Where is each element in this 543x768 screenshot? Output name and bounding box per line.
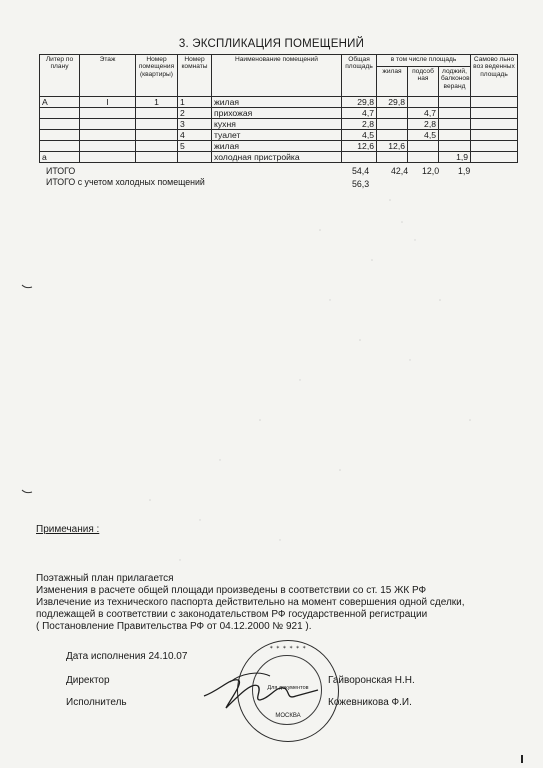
col-header-room: Номер комнаты (178, 55, 212, 97)
table-row (40, 130, 518, 141)
cell-room: 3 (178, 119, 212, 130)
cell-aux: 4,7 (408, 108, 439, 119)
note-line: подлежащей в соответствии с законодательством РФ государственной регистрации (36, 609, 428, 620)
cell-total (342, 152, 377, 163)
cell-living (377, 130, 408, 141)
explication-table (39, 54, 518, 163)
col-header-living: жилая (377, 67, 408, 97)
executor-name: Кожевникова Ф.И. (328, 697, 412, 708)
cell-liter (40, 119, 80, 130)
cell-name: холодная пристройка (212, 152, 342, 163)
cell-apartment: 1 (136, 97, 178, 108)
note-line: Извлечение из технического паспорта действительно на момент совершения одной сделки, (36, 597, 465, 608)
cell-selfbuilt (471, 97, 518, 108)
cell-liter (40, 141, 80, 152)
cell-liter: а (40, 152, 80, 163)
cell-selfbuilt (471, 152, 518, 163)
director-label: Директор (66, 675, 110, 686)
cell-aux (408, 152, 439, 163)
executor-label: Исполнитель (66, 697, 127, 708)
cell-selfbuilt (471, 130, 518, 141)
totals-block (46, 166, 517, 188)
cell-living: 12,6 (377, 141, 408, 152)
cell-room (178, 152, 212, 163)
col-header-floor: Этаж (80, 55, 136, 97)
col-header-name: Наименование помещений (212, 55, 342, 97)
cell-room: 1 (178, 97, 212, 108)
table-row (40, 108, 518, 119)
cell-floor (80, 130, 136, 141)
col-header-apartment: Номер помещения (квартиры) (136, 55, 178, 97)
cell-loggia (439, 130, 471, 141)
cell-room: 5 (178, 141, 212, 152)
col-header-aux: подсоб ная (408, 67, 439, 97)
cell-apartment (136, 108, 178, 119)
cell-liter (40, 108, 80, 119)
cell-loggia (439, 97, 471, 108)
cell-liter: А (40, 97, 80, 108)
total-row (46, 177, 517, 188)
stamp-ring: ✶ ✶ ✶ ✶ ✶ ✶ (269, 645, 307, 651)
note-line: Поэтажный план прилагается (36, 573, 174, 584)
cell-floor (80, 152, 136, 163)
cell-aux: 2,8 (408, 119, 439, 130)
stamp-center: Для документов (267, 685, 309, 691)
cell-aux (408, 141, 439, 152)
total-area: 56,3 (352, 179, 370, 189)
cell-floor: I (80, 97, 136, 108)
signature-icon (200, 660, 320, 720)
cell-apartment (136, 141, 178, 152)
cell-living (377, 119, 408, 130)
cell-total: 2,8 (342, 119, 377, 130)
execution-date: Дата исполнения 24.10.07 (66, 651, 188, 662)
cell-total: 12,6 (342, 141, 377, 152)
document-title: 3. ЭКСПЛИКАЦИЯ ПОМЕЩЕНИЙ (178, 38, 365, 50)
cell-aux (408, 97, 439, 108)
total-row (46, 166, 517, 177)
cell-name: жилая (212, 141, 342, 152)
col-header-liter: Литер по плану (40, 55, 80, 97)
total-living: 42,4 (391, 166, 409, 176)
col-header-selfbuilt: Самово льно воз веденных площадь (471, 55, 518, 97)
cell-loggia: 1,9 (439, 152, 471, 163)
cell-apartment (136, 130, 178, 141)
cell-living (377, 152, 408, 163)
cell-apartment (136, 119, 178, 130)
cell-aux: 4,5 (408, 130, 439, 141)
cell-living (377, 108, 408, 119)
director-name: Гайворонская Н.Н. (328, 675, 415, 686)
cell-floor (80, 119, 136, 130)
cell-floor (80, 108, 136, 119)
note-line: ( Постановление Правительства РФ от 04.12.2000 № 921 ). (36, 621, 312, 632)
cell-room: 2 (178, 108, 212, 119)
stamp-city: МОСКВА (275, 713, 301, 719)
cell-selfbuilt (471, 141, 518, 152)
cell-loggia (439, 141, 471, 152)
col-header-total: Общая площадь (342, 55, 377, 97)
table-row (40, 119, 518, 130)
total-label: ИТОГО с учетом холодных помещений (46, 177, 205, 187)
note-line: Изменения в расчете общей площади произведены в соответствии со ст. 15 ЖК РФ (36, 585, 427, 596)
col-header-incl: в том числе площадь (377, 55, 471, 67)
cell-loggia (439, 108, 471, 119)
total-area: 54,4 (352, 166, 370, 176)
cell-selfbuilt (471, 119, 518, 130)
cell-name: прихожая (212, 108, 342, 119)
cell-total: 29,8 (342, 97, 377, 108)
cell-living: 29,8 (377, 97, 408, 108)
cell-liter (40, 130, 80, 141)
cell-total: 4,7 (342, 108, 377, 119)
col-header-loggia: лоджий, балконов веранд (439, 67, 471, 97)
cell-name: жилая (212, 97, 342, 108)
cell-selfbuilt (471, 108, 518, 119)
total-label: ИТОГО (46, 166, 76, 176)
cell-name: туалет (212, 130, 342, 141)
cell-apartment (136, 152, 178, 163)
cell-loggia (439, 119, 471, 130)
table-row (40, 152, 518, 163)
notes-block (36, 573, 516, 633)
table-row (40, 141, 518, 152)
cell-room: 4 (178, 130, 212, 141)
cell-floor (80, 141, 136, 152)
total-aux: 12,0 (422, 166, 440, 176)
cell-name: кухня (212, 119, 342, 130)
notes-title: Примечания : (36, 524, 100, 535)
total-loggia: 1,9 (458, 166, 471, 176)
table-row (40, 97, 518, 108)
cell-total: 4,5 (342, 130, 377, 141)
